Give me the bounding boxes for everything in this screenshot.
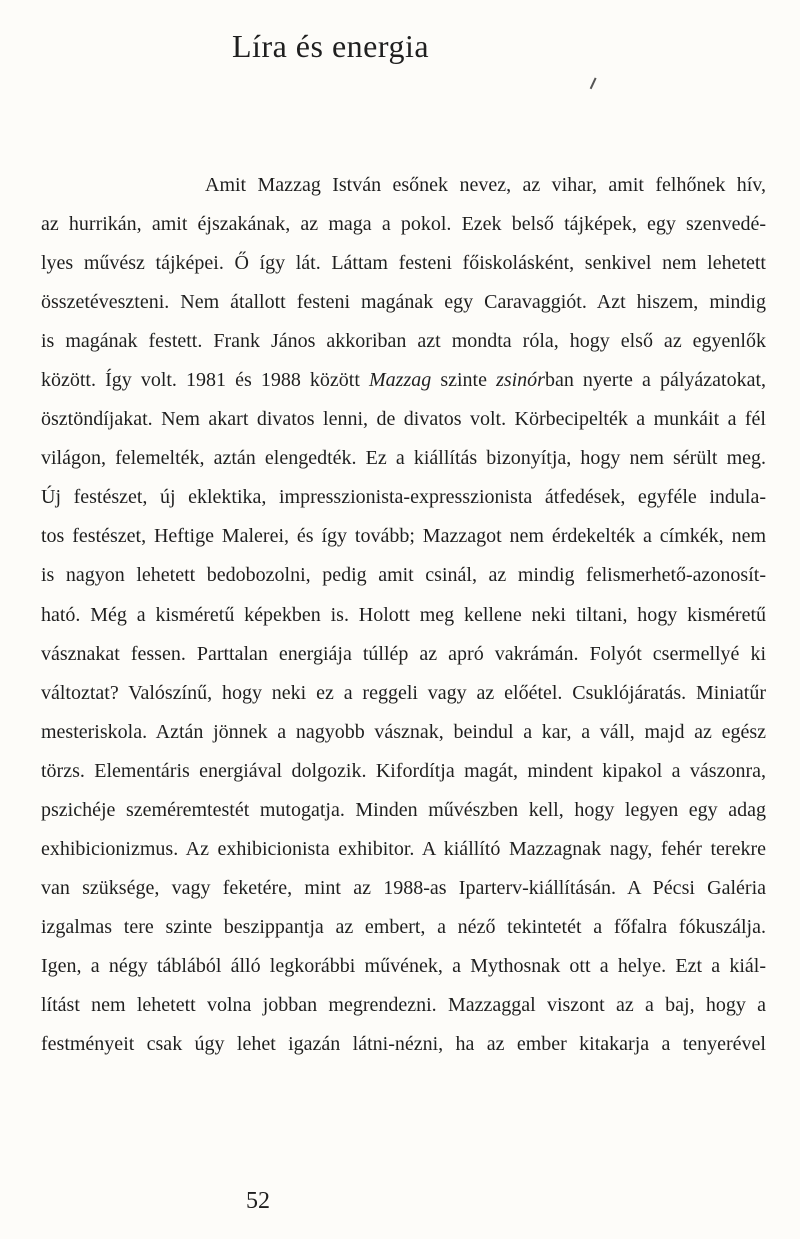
text-line: lítást nem lehetett volna jobban megrendezni. Mazzaggal viszont az a baj, hogy a xyxy=(41,993,766,1016)
text-line: Amit Mazzag István esőnek nevez, az vihar, amit felhőnek hív, xyxy=(205,174,766,196)
text-run: között. Így volt. 1981 és 1988 között xyxy=(41,369,369,392)
text-line: változtat? Valószínű, hogy neki ez a reggeli vagy az előétel. Csuklójáratás. Miniatűr xyxy=(41,681,766,704)
italic-text: zsinór xyxy=(496,369,545,392)
body-text xyxy=(41,166,766,1064)
text-line: Igen, a négy táblából álló legkorábbi művének, a Mythosnak ott a helye. Ezt a kiál- xyxy=(41,954,766,977)
text-line: mesteriskola. Aztán jönnek a nagyobb vásznak, beindul a kar, a váll, majd az egész xyxy=(41,720,766,743)
chapter-title: Líra és energia xyxy=(232,28,430,64)
text-run: szinte xyxy=(431,369,497,392)
text-line: vásznakat fessen. Parttalan energiája túllép az apró vakrámán. Folyót csermellyé ki xyxy=(41,642,766,665)
text-line: ható. Még a kisméretű képekben is. Holott meg kellene neki tiltani, hogy kisméretű xyxy=(41,603,766,626)
text-line: Új festészet, új eklektika, impresszionista-expresszionista átfedések, egyféle indula- xyxy=(41,486,766,509)
text-line: van szüksége, vagy feketére, mint az 1988-as Iparterv-kiállításán. A Pécsi Galéria xyxy=(41,876,766,899)
page-number: 52 xyxy=(246,1188,270,1214)
text-line: tos festészet, Heftige Malerei, és így tovább; Mazzagot nem érdekelték a címkék, nem xyxy=(41,525,766,548)
text-line: törzs. Elementáris energiával dolgozik. Kifordítja magát, mindent kipakol a vászonra, xyxy=(41,759,766,782)
text-line: összetéveszteni. Nem átallott festeni magának egy Caravaggiót. Azt hiszem, mindig xyxy=(41,291,766,314)
text-line: ösztöndíjakat. Nem akart divatos lenni, de divatos volt. Körbecipelték a munkáit a fél xyxy=(41,408,766,431)
italic-text: Mazzag xyxy=(369,369,432,392)
text-line: exhibicionizmus. Az exhibicionista exhibitor. A kiállító Mazzagnak nagy, fehér terekre xyxy=(41,837,766,860)
text-run: ban nyerte a pályázatokat, xyxy=(544,369,766,392)
text-line: az hurrikán, amit éjszakának, az maga a pokol. Ezek belső tájképek, egy szenvedé- xyxy=(41,213,766,236)
text-line xyxy=(41,361,766,400)
text-line: pszichéje szeméremtestét mutogatja. Minden művészben kell, hogy legyen egy adag xyxy=(41,798,766,821)
text-line: lyes művész tájképei. Ő így lát. Láttam festeni főiskolásként, senkivel nem lehetett xyxy=(41,252,766,275)
text-line: is nagyon lehetett bedobozolni, pedig amit csinál, az mindig felismerhető-azonosít- xyxy=(41,564,766,587)
text-line: világon, felemelték, aztán elengedték. Ez a kiállítás bizonyítja, hogy nem sérült meg. xyxy=(41,447,766,470)
text-line: izgalmas tere szinte beszippantja az embert, a néző tekintetét a főfalra fókuszálja. xyxy=(41,915,766,938)
stray-mark xyxy=(590,78,600,91)
text-line: is magának festett. Frank János akkoriban azt mondta róla, hogy első az egyenlők xyxy=(41,330,766,353)
text-line: festményeit csak úgy lehet igazán látni-nézni, ha az ember kitakarja a tenyerével xyxy=(41,1033,766,1056)
